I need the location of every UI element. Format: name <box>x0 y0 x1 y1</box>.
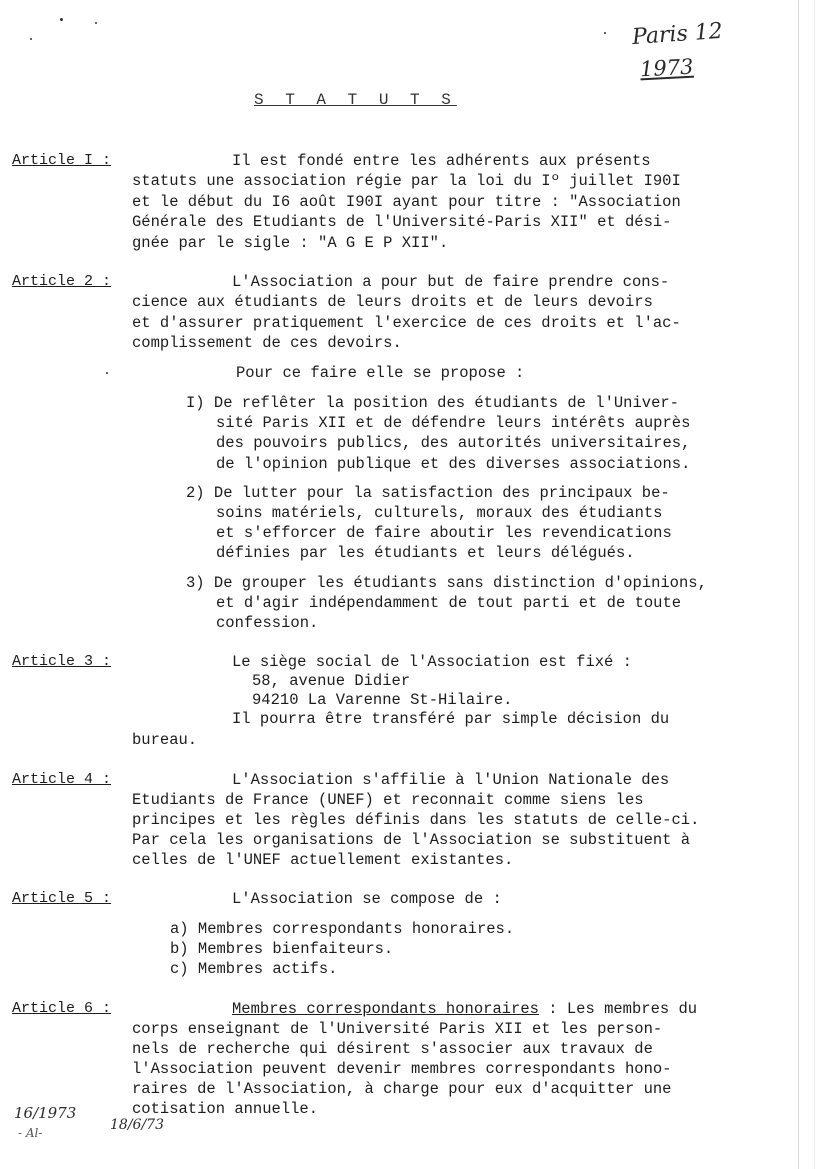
article-text-fragment: : Les membres du <box>538 1000 698 1018</box>
article-text-line: Etudiants de France (UNEF) et reconnait comme siens les <box>132 791 644 809</box>
article-text-line: cotisation annuelle. <box>132 1100 319 1118</box>
article-text-line: corps enseignant de l'Université Paris XII et les person- <box>132 1020 663 1038</box>
article-text-line: Par cela les organisations de l'Association se substituent à <box>132 831 691 849</box>
article-label: Article 4 : <box>12 771 112 788</box>
article-text-line: L'Association se compose de : <box>232 890 502 908</box>
list-item-text: définies par les étudiants et leurs délégués. <box>216 544 635 562</box>
article-text-line: cience aux étudiants de leurs droits et de leurs devoirs <box>132 293 653 311</box>
section-heading: Membres correspondants honoraires <box>232 1000 539 1018</box>
list-item-text: confession. <box>216 614 319 632</box>
article-text-line: Générale des Etudiants de l'Université-Paris XII" et dési- <box>132 213 672 231</box>
list-item-text: c) Membres actifs. <box>170 960 338 978</box>
list-item-text: b) Membres bienfaiteurs. <box>170 940 394 958</box>
article-text-line: celles de l'UNEF actuellement existantes. <box>132 851 514 869</box>
article-label: Article 3 : <box>12 653 112 670</box>
ink-speck <box>106 372 108 374</box>
article-text-line: Il est fondé entre les adhérents aux présents <box>232 152 651 170</box>
document-title: S T A T U T S <box>254 91 457 109</box>
article-text-line: l'Association peuvent devenir membres correspondants hono- <box>132 1060 672 1078</box>
list-item-text: soins matériels, culturels, moraux des étudiants <box>216 504 663 522</box>
list-item-text: 2) De lutter pour la satisfaction des principaux be- <box>186 484 670 502</box>
article-text-line: raires de l'Association, à charge pour eux d'acquitter une <box>132 1080 672 1098</box>
article-text-line: L'Association a pour but de faire prendre cons- <box>232 273 670 291</box>
list-item-text: I) De reflêter la position des étudiants de l'Univer- <box>186 394 679 412</box>
article-text-line: et d'assurer pratiquement l'exercice de ces droits et l'ac- <box>132 314 681 332</box>
handwritten-annotation: 1973 <box>639 54 695 82</box>
list-item-text: sité Paris XII et de défendre leurs intérêts auprès <box>216 414 691 432</box>
address-line: 94210 La Varenne St-Hilaire. <box>252 691 513 709</box>
article-text-line: complissement de ces devoirs. <box>132 334 402 352</box>
article-text-line: Pour ce faire elle se propose : <box>236 364 525 382</box>
article-text-line: et le début du I6 août I90I ayant pour titre : "Association <box>132 193 681 211</box>
handwritten-annotation: - Al- <box>18 1126 43 1140</box>
ink-speck <box>604 32 606 34</box>
article-text-line: L'Association s'affilie à l'Union Nationale des <box>232 771 670 789</box>
article-label: Article 5 : <box>12 890 112 907</box>
handwritten-annotation: Paris 12 <box>631 18 724 51</box>
article-text-line: nels de recherche qui désirent s'associer aux travaux de <box>132 1040 653 1058</box>
article-text-line: gnée par le sigle : "A G E P XII". <box>132 234 449 252</box>
article-text-line: principes et les règles définis dans les statuts de celle-ci. <box>132 811 700 829</box>
list-item-text: des pouvoirs publics, des autorités universitaires, <box>216 434 691 452</box>
article-label: Article I : <box>12 152 112 169</box>
list-item-text: a) Membres correspondants honoraires. <box>170 920 515 938</box>
article-text-line: Le siège social de l'Association est fixé : <box>232 653 632 671</box>
article-label: Article 6 : <box>12 1000 112 1017</box>
handwritten-annotation: 16/1973 <box>14 1104 77 1122</box>
ink-speck <box>30 38 32 40</box>
list-item-text: et d'agir indépendamment de tout parti et de toute <box>216 594 682 612</box>
address-line: 58, avenue Didier <box>252 672 411 690</box>
article-text-line: Il pourra être transféré par simple décision du <box>232 710 670 728</box>
ink-speck <box>95 22 97 24</box>
list-item-text: et s'efforcer de faire aboutir les revendications <box>216 524 672 542</box>
list-item-text: 3) De grouper les étudiants sans distinction d'opinions, <box>186 574 707 592</box>
article-text-line: statuts une association régie par la loi du Iº juillet I90I <box>132 172 681 190</box>
list-item-text: de l'opinion publique et des diverses associations. <box>216 455 691 473</box>
article-label: Article 2 : <box>12 273 112 290</box>
scan-edge-line <box>798 0 799 1169</box>
article-text-line: bureau. <box>132 731 198 749</box>
article-text-line <box>232 1000 697 1019</box>
handwritten-annotation: 18/6/73 <box>110 1117 164 1133</box>
ink-speck <box>60 18 63 21</box>
scan-edge-line <box>814 0 815 1169</box>
